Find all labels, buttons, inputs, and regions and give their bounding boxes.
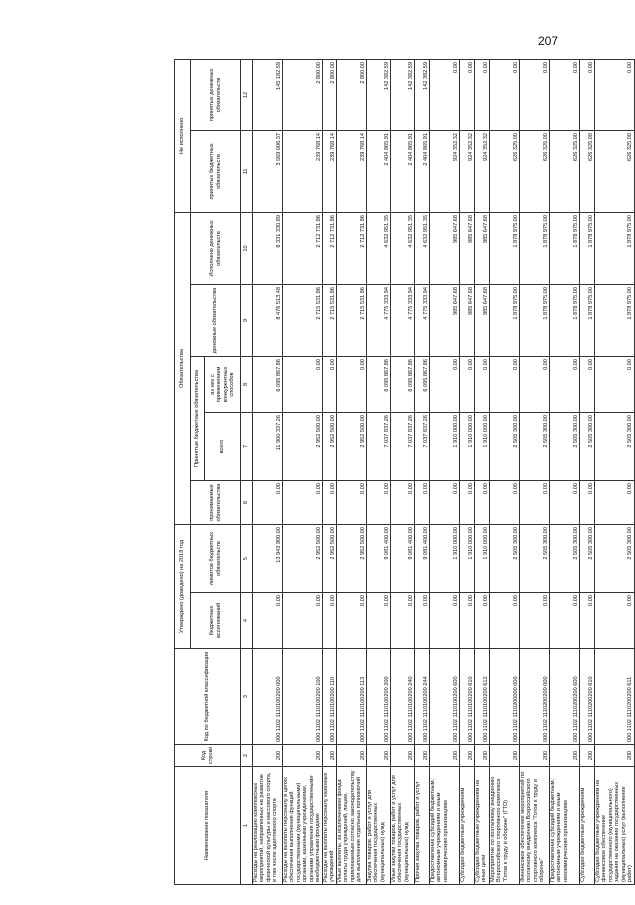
value-c12: 0.00 [460,59,475,130]
indicator-name: Закупка товаров, работ и услуг для обеспечения государственных (муниципальных) нужд [367,767,391,885]
column-index: 1 [241,767,253,885]
value-c6: 0.00 [323,480,337,524]
header-accepted-budget-ob: принятых бюджетных обязательств [191,130,241,212]
value-c7: 2 952 500.00 [283,412,323,480]
value-c6: 0.00 [475,480,490,524]
value-c6: 0.00 [337,480,367,524]
value-c9: 1 878 975.00 [550,284,580,356]
indicator-name: Иные закупки товаров, работ и услуг для обеспечения государственных (муниципальных) нужд [391,767,415,885]
column-index: 5 [241,524,253,592]
value-c8: 0.00 [595,356,635,412]
value-c10: 985 647.68 [475,212,490,284]
value-c7: 2 952 500.00 [337,412,367,480]
table-row [550,59,580,884]
value-c11: 626 325.00 [580,130,595,212]
value-c4: 0.00 [337,593,367,649]
value-c9: 1 878 975.00 [520,284,550,356]
value-c11: 2 404 865.91 [367,130,391,212]
value-c12: 0.00 [595,59,635,130]
value-c8: 0.00 [430,356,460,412]
header-budget-code: Код по бюджетной классификации [175,649,241,745]
row-code: 200 [550,745,580,767]
value-c10: 2 712 731.86 [337,212,367,284]
row-code: 200 [367,745,391,767]
value-c5: 2 505 300.00 [550,524,580,592]
value-c8: 0.00 [323,356,337,412]
value-c7: 7 037 837.26 [415,412,430,480]
row-code: 200 [337,745,367,767]
row-code: 200 [580,745,595,767]
value-c6: 0.00 [520,480,550,524]
value-c7: 2 505 300.00 [490,412,520,480]
column-index-row [241,59,253,884]
value-c7: 1 910 000.00 [460,412,475,480]
header-total: всего [205,412,241,480]
header-accepted: принимаемые обязательства [191,480,241,524]
value-c12: 142 382.59 [367,59,391,130]
budget-code: 000 1102 1110100200 100 [283,649,323,745]
value-c7: 1 910 000.00 [475,412,490,480]
indicator-name: Расходы на реализацию комплексных мероприятий, направленных на развитие физической культуры и массового спорта, в том числе адаптивного спорта [253,767,283,885]
value-c11: 3 569 006.37 [253,130,283,212]
budget-code: 000 1102 1110200200 000 [520,649,550,745]
value-c10: 1 878 975.00 [490,212,520,284]
value-c8: 0.00 [460,356,475,412]
value-c4: 0.00 [520,593,550,649]
value-c5: 2 952 500.00 [323,524,337,592]
value-c10: 4 632 951.35 [415,212,430,284]
value-c4: 0.00 [430,593,460,649]
value-c4: 0.00 [415,593,430,649]
value-c9: 985 647.68 [475,284,490,356]
value-c9: 4 775 333.94 [367,284,391,356]
header-executed: Исполнено денежных обязательств [191,212,241,284]
value-c6: 0.00 [490,480,520,524]
indicator-name: Мероприятие по поэтапному внедрению Всероссийского спортивного комплекса "Готов к труду и обороне" (ГТО) [490,767,520,885]
value-c10: 1 878 975.00 [520,212,550,284]
column-index: 6 [241,480,253,524]
value-c4: 0.00 [367,593,391,649]
column-index: 3 [241,649,253,745]
value-c10: 8 331 330.89 [253,212,283,284]
value-c5: 1 910 000.00 [460,524,475,592]
value-c6: 0.00 [580,480,595,524]
indicator-name: Иные выплаты, за исключением фонда оплаты труда учреждений, лицам, привлекаемым согласно законодательству для выполнения отдельных полномочий [337,767,367,885]
value-c10: 2 712 731.86 [283,212,323,284]
value-c8: 6 095 867.86 [253,356,283,412]
indicator-name: Субсидии бюджетным учреждениям на иные цели [475,767,490,885]
header-limits: лимитов бюджетных обязательств [191,524,241,592]
value-c5: 13 943 900.00 [253,524,283,592]
value-c8: 0.00 [283,356,323,412]
value-c6: 0.00 [595,480,635,524]
value-c9: 2 715 531.86 [337,284,367,356]
value-c5: 2 505 300.00 [580,524,595,592]
table-row [520,59,550,884]
table-row [460,59,475,884]
budget-code: 000 1102 1110100200 244 [415,649,430,745]
table-row [337,59,367,884]
value-c10: 1 878 975.00 [550,212,580,284]
value-c5: 9 081 400.00 [367,524,391,592]
value-c11: 924 352.32 [475,130,490,212]
value-c11: 626 325.00 [550,130,580,212]
row-code: 200 [253,745,283,767]
value-c12: 0.00 [580,59,595,130]
budget-code: 000 1102 1110100200 600 [430,649,460,745]
header-budget-allocations: бюджетных ассигнований [191,593,241,649]
table-row [475,59,490,884]
budget-code: 000 1102 1110200200 611 [595,649,635,745]
header-name: Наименование показателя [175,767,241,885]
column-index: 11 [241,130,253,212]
budget-code: 000 1102 1110100200 240 [391,649,415,745]
header-group-accepted-budget: Принятые бюджетные обязательства [191,356,205,480]
row-code: 200 [595,745,635,767]
value-c11: 239 768.14 [283,130,323,212]
value-c8: 6 095 867.86 [367,356,391,412]
value-c10: 4 632 951.35 [391,212,415,284]
value-c10: 1 878 975.00 [580,212,595,284]
budget-code: 000 1102 1110100200 200 [367,649,391,745]
table-row [430,59,460,884]
value-c10: 4 632 951.35 [367,212,391,284]
indicator-name: Предоставление субсидий бюджетным, автономным учреждениям и иным некоммерческим организациям [550,767,580,885]
value-c11: 924 352.32 [430,130,460,212]
value-c12: 142 382.59 [391,59,415,130]
value-c8: 0.00 [550,356,580,412]
header-group-obligations: Обязательства [175,212,191,524]
value-c12: 0.00 [520,59,550,130]
header-competitive: из них с применением конкурентных способов [205,356,241,412]
table-row [391,59,415,884]
value-c5: 1 910 000.00 [475,524,490,592]
table-row [415,59,430,884]
table-row [580,59,595,884]
value-c11: 2 404 865.91 [415,130,430,212]
value-c12: 0.00 [490,59,520,130]
value-c11: 626 325.00 [490,130,520,212]
value-c12: 2 800.00 [323,59,337,130]
row-code: 200 [490,745,520,767]
column-index: 10 [241,212,253,284]
value-c4: 0.00 [283,593,323,649]
value-c4: 0.00 [595,593,635,649]
value-c12: 0.00 [430,59,460,130]
value-c6: 0.00 [550,480,580,524]
value-c4: 0.00 [550,593,580,649]
budget-code: 000 1102 1110200200 600 [550,649,580,745]
page-number: 207 [538,34,559,48]
value-c8: 6 095 867.86 [391,356,415,412]
table-row [323,59,337,884]
value-c9: 1 878 975.00 [580,284,595,356]
column-index: 12 [241,59,253,130]
budget-code: 000 1102 1110100200 000 [253,649,283,745]
value-c11: 924 352.32 [460,130,475,212]
value-c10: 1 878 975.00 [595,212,635,284]
value-c6: 0.00 [283,480,323,524]
budget-code: 000 1102 1110100200 610 [460,649,475,745]
row-code: 200 [323,745,337,767]
value-c11: 239 768.14 [323,130,337,212]
value-c12: 145 182.59 [253,59,283,130]
value-c9: 4 775 333.94 [391,284,415,356]
value-c6: 0.00 [391,480,415,524]
value-c6: 0.00 [415,480,430,524]
value-c6: 0.00 [367,480,391,524]
column-index: 9 [241,284,253,356]
value-c8: 6 095 867.86 [415,356,430,412]
indicator-name: Субсидии бюджетным учреждениям [580,767,595,885]
value-c8: 0.00 [520,356,550,412]
value-c7: 2 505 300.00 [520,412,550,480]
value-c9: 1 878 975.00 [595,284,635,356]
budget-execution-table [174,59,635,885]
value-c11: 626 325.00 [520,130,550,212]
column-index: 8 [241,356,253,412]
value-c7: 1 910 000.00 [430,412,460,480]
value-c9: 8 476 513.48 [253,284,283,356]
value-c5: 2 505 300.00 [595,524,635,592]
value-c8: 0.00 [490,356,520,412]
indicator-name: Финансовое обеспечение мероприятий по поэтапному внедрению Всероссийского спортивного комплекса "Готов к труду и обороне" [520,767,550,885]
table-row [367,59,391,884]
value-c12: 2 800.00 [337,59,367,130]
value-c6: 0.00 [430,480,460,524]
value-c5: 2 952 500.00 [337,524,367,592]
row-code: 200 [430,745,460,767]
value-c11: 626 325.00 [595,130,635,212]
header-row-code: Код строки [175,745,241,767]
value-c9: 2 715 531.86 [283,284,323,356]
value-c10: 985 647.68 [430,212,460,284]
indicator-name: Расходы на выплаты персоналу казенных учреждений [323,767,337,885]
value-c8: 0.00 [580,356,595,412]
budget-code: 000 1102 1110200000 000 [490,649,520,745]
value-c7: 2 505 300.00 [550,412,580,480]
row-code: 200 [520,745,550,767]
row-code: 200 [283,745,323,767]
indicator-name: Расходы на выплаты персоналу в целях обеспечения выполнения функций государственными (муниципальными) органами, казенными учреждениями, органами управления государственными внебюджетными фондами [283,767,323,885]
value-c4: 0.00 [323,593,337,649]
value-c4: 0.00 [391,593,415,649]
value-c5: 2 952 500.00 [283,524,323,592]
column-index: 4 [241,593,253,649]
value-c9: 985 647.68 [460,284,475,356]
value-c8: 0.00 [337,356,367,412]
value-c7: 2 952 500.00 [323,412,337,480]
value-c4: 0.00 [475,593,490,649]
value-c4: 0.00 [460,593,475,649]
value-c5: 2 505 300.00 [490,524,520,592]
value-c5: 9 081 400.00 [391,524,415,592]
header-monetary: денежные обязательства [191,284,241,356]
row-code: 200 [391,745,415,767]
row-code: 200 [460,745,475,767]
value-c7: 2 505 300.00 [580,412,595,480]
indicator-name: Субсидии бюджетным учреждениям [460,767,475,885]
value-c7: 7 037 837.26 [367,412,391,480]
value-c9: 4 775 333.94 [415,284,430,356]
value-c10: 2 712 731.86 [323,212,337,284]
value-c12: 0.00 [550,59,580,130]
value-c6: 0.00 [253,480,283,524]
column-index: 2 [241,745,253,767]
value-c12: 142 382.59 [415,59,430,130]
value-c5: 9 081 400.00 [415,524,430,592]
value-c4: 0.00 [580,593,595,649]
table-container [174,60,634,885]
value-c8: 0.00 [475,356,490,412]
header-group-not-executed: Не исполнено [175,59,191,212]
row-code: 200 [415,745,430,767]
table-row [253,59,283,884]
value-c9: 985 647.68 [430,284,460,356]
value-c12: 0.00 [475,59,490,130]
budget-code: 000 1102 1110100200 113 [337,649,367,745]
row-code: 200 [475,745,490,767]
value-c6: 0.00 [460,480,475,524]
value-c7: 2 505 300.00 [595,412,635,480]
value-c9: 1 878 975.00 [490,284,520,356]
table-row [283,59,323,884]
table-row [595,59,635,884]
table-row [490,59,520,884]
value-c11: 239 768.14 [337,130,367,212]
value-c12: 2 800.00 [283,59,323,130]
value-c11: 2 404 865.91 [391,130,415,212]
value-c5: 1 910 000.00 [430,524,460,592]
header-accepted-monetary-ob: принятых денежных обязательств [191,59,241,130]
indicator-name: Прочая закупка товаров, работ и услуг [415,767,430,885]
budget-code: 000 1102 1110100200 612 [475,649,490,745]
indicator-name: Субсидии бюджетным учреждениям на финансовое обеспечение государственного (муниципального) задания на оказание государственных (муниципальных) услуг (выполнение работ) [595,767,635,885]
budget-code: 000 1102 1110200200 610 [580,649,595,745]
value-c4: 0.00 [253,593,283,649]
column-index: 7 [241,412,253,480]
rotated-table-frame [174,60,634,885]
header-group-approved: Утверждено (доведено) на 2018 год [175,524,191,648]
value-c9: 2 715 531.86 [323,284,337,356]
indicator-name: Предоставление субсидий бюджетным, автономным учреждениям и иным некоммерческим организациям [430,767,460,885]
budget-code: 000 1102 1110100200 110 [323,649,337,745]
value-c5: 2 505 300.00 [520,524,550,592]
value-c7: 11 900 337.26 [253,412,283,480]
table-body [253,59,635,884]
value-c7: 7 037 837.26 [391,412,415,480]
value-c4: 0.00 [490,593,520,649]
value-c10: 985 647.68 [460,212,475,284]
